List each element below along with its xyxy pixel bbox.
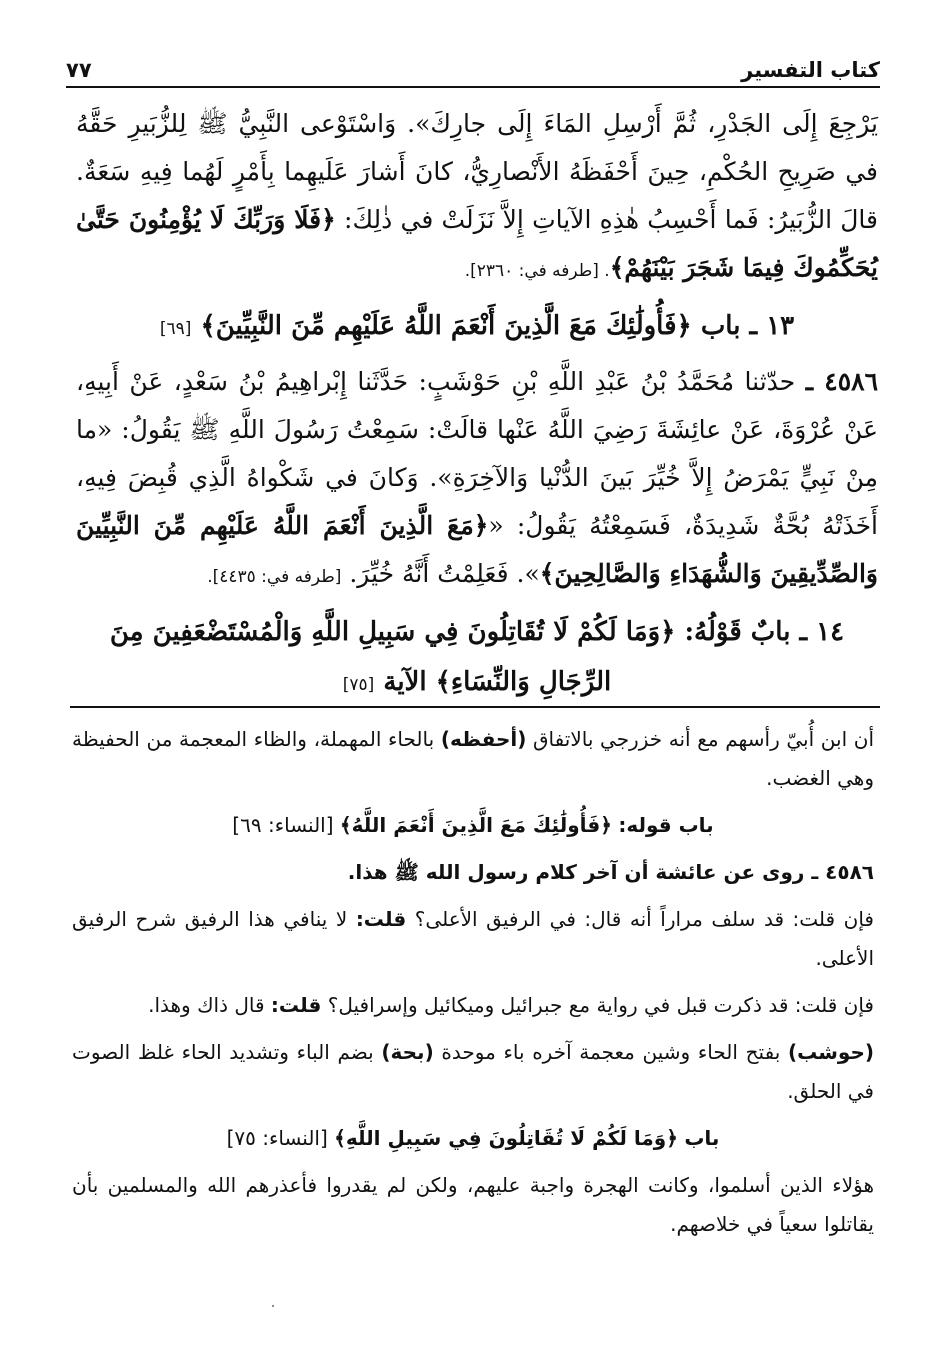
- hadith-text: حدّثنا مُحَمَّدُ بْنُ عَبْدِ اللَّهِ بْنِ حَوْشَبٍ: حَدَّثَنا إِبْراهِيمُ بْنُ سَعْدٍ، عَنْ أَبِيهِ، عَنْ عُرْوَةَ، عَنْ عائِشَةَ رَضِيَ اللَّهُ عَنْها قالَتْ: سَمِعْتُ رَسُولَ اللَّهِ ﷺ يَقُولُ: «ما مِنْ نَبِيٍّ يَمْرَضُ إِلاَّ خُيِّرَ بَينَ الدُّنْيا وَالآخِرَةِ». وَكانَ في شَكْواهُ الَّذِي قُبِضَ فِيهِ، أَخَذَتْهُ بُحَّةٌ شَدِيدَةٌ، فَسَمِعْتُهُ يَقُولُ: «: [76, 367, 878, 540]
- commentary-answer-label: قلت:: [355, 907, 407, 931]
- commentary-para-6: [72, 1166, 874, 1244]
- hadith-ending: ». فَعَلِمْتُ أَنَّهُ خُيِّرَ.: [349, 559, 540, 588]
- commentary-text: بضم الباء وتشديد الحاء غلظ الصوت في الحلق.: [72, 1040, 874, 1103]
- commentary-chapter-heading-1: [72, 806, 874, 845]
- commentary-heading: باب: [684, 1126, 720, 1150]
- commentary-keyword: (حوشب): [787, 1040, 875, 1064]
- commentary-text: أن ابن أُبيّ رأسهم مع أنه خزرجي بالاتفاق: [533, 727, 875, 751]
- commentary-question: فإن قلت: قد سلف مراراً أنه قال: في الرفيق الأعلى؟: [414, 907, 874, 931]
- hadith-4586: [76, 358, 878, 601]
- page-number: ٧٧: [66, 58, 92, 82]
- quran-verse: ﴿فَلَا وَرَبِّكَ لَا يُؤْمِنُونَ حَتَّىٰ يُحَكِّمُوكَ فِيمَا شَجَرَ بَيْنَهُمْ﴾: [76, 205, 878, 282]
- commentary-verse: ﴿وَمَا لَكُمْ لَا تُقَاتِلُونَ فِي سَبِيلِ اللَّهِ﴾: [334, 1126, 678, 1150]
- commentary-text: هؤلاء الذين أسلموا، وكانت الهجرة واجبة عليهم، ولكن لم يقدروا فأعذرهم الله والمسلمين بأن يقاتلوا سعياً في خلاصهم.: [72, 1173, 874, 1236]
- cross-reference: . [طرفه في: ٢٣٦٠].: [464, 261, 610, 281]
- running-title: كتاب التفسير: [741, 58, 880, 82]
- chapter-13-heading: [76, 301, 878, 354]
- commentary-verse: ﴿فَأُولَٰئِكَ مَعَ الَّذِينَ أَنْعَمَ اللَّهُ﴾: [339, 813, 612, 837]
- commentary-hadith-note: ٤٥٨٦ ـ روى عن عائشة أن آخر كلام رسول الله ﷺ هذا.: [347, 860, 874, 884]
- header-rule: [66, 86, 880, 88]
- chapter-14-heading: [76, 607, 878, 710]
- hadith-verse: ﴿مَعَ الَّذِينَ أَنْعَمَ اللَّهُ عَلَيْهِم مِّنَ النَّبِيِّينَ وَالصِّدِّيقِينَ وَالشُّهَدَاءِ وَالصَّالِحِينَ﴾: [76, 511, 878, 588]
- commentary-text: بالحاء المهملة، والظاء المعجمة من الحفيظة وهي الغضب.: [72, 727, 874, 790]
- chapter-14-title: ١٤ ـ بابٌ قَوْلُهُ:: [684, 617, 845, 647]
- commentary-keyword: (أحفظه): [440, 727, 527, 751]
- main-text: [76, 100, 878, 714]
- commentary-ref: [النساء: ٦٩]: [232, 813, 334, 837]
- commentary-para-5: [72, 1033, 874, 1111]
- chapter-13-verse: ﴿فَأُولَٰئِكَ مَعَ الَّذِينَ أَنْعَمَ اللَّهُ عَلَيْهِم مِّنَ النَّبِيِّينَ﴾: [200, 311, 692, 341]
- commentary-divider: [70, 706, 880, 708]
- commentary-answer-label: قلت:: [270, 993, 322, 1017]
- paragraph-zubayr: [76, 100, 878, 295]
- hadith-reference: [طرفه في: ٤٤٣٥].: [207, 567, 342, 587]
- commentary-para-1: [72, 720, 874, 798]
- commentary-question: فإن قلت: قد ذكرت قبل في رواية مع جبرائيل وميكائيل وإسرافيل؟: [327, 993, 874, 1017]
- page-header: [66, 38, 880, 82]
- commentary-text: بفتح الحاء وشين معجمة آخره باء موحدة: [441, 1040, 781, 1064]
- commentary-chapter-heading-2: [72, 1119, 874, 1158]
- commentary: [72, 720, 874, 1252]
- commentary-para-4: [72, 986, 874, 1025]
- commentary-heading: باب قوله:: [618, 813, 714, 837]
- chapter-14-tail: الآية: [383, 667, 427, 697]
- commentary-para-3: [72, 900, 874, 978]
- commentary-ref: [النساء: ٧٥]: [226, 1126, 328, 1150]
- chapter-13-title: ١٣ ـ باب: [700, 311, 795, 341]
- paragraph-zubayr-text: يَرْجِعَ إِلَى الجَدْرِ، ثُمَّ أَرْسِلِ المَاءَ إِلَى جارِكَ». وَاسْتَوْعى النَّبِيُّ ﷺ لِلزُّبَيرِ حَقَّهُ في صَرِيحِ الحُكْمِ، حِينَ أَحْفَظَهُ الأَنْصارِيُّ، كانَ أَشارَ عَلَيهِما بِأَمْرٍ لَهُما فِيهِ سَعَةٌ. قالَ الزُّبَيرُ: فَما أَحْسِبُ هٰذِهِ الآياتِ إِلاَّ نَزَلَتْ في ذٰلِكَ:: [76, 109, 878, 234]
- scan-speck: [272, 1305, 274, 1307]
- commentary-answer: لا ينافي هذا الرفيق شرح الرفيق الأعلى.: [72, 907, 874, 970]
- commentary-keyword: (بحة): [381, 1040, 434, 1064]
- commentary-answer: قال ذاك وهذا.: [148, 993, 265, 1017]
- chapter-14-verse: ﴿وَمَا لَكُمْ لَا تُقَاتِلُونَ فِي سَبِيلِ اللَّهِ وَالْمُسْتَضْعَفِينَ مِنَ الرِّجَالِ وَالنِّسَاءِ﴾: [109, 617, 676, 697]
- chapter-13-ref: [٦٩]: [159, 319, 192, 339]
- chapter-14-ref: [٧٥]: [342, 675, 375, 695]
- hadith-number: ٤٥٨٦ ـ: [805, 367, 879, 396]
- commentary-para-2: [72, 853, 874, 892]
